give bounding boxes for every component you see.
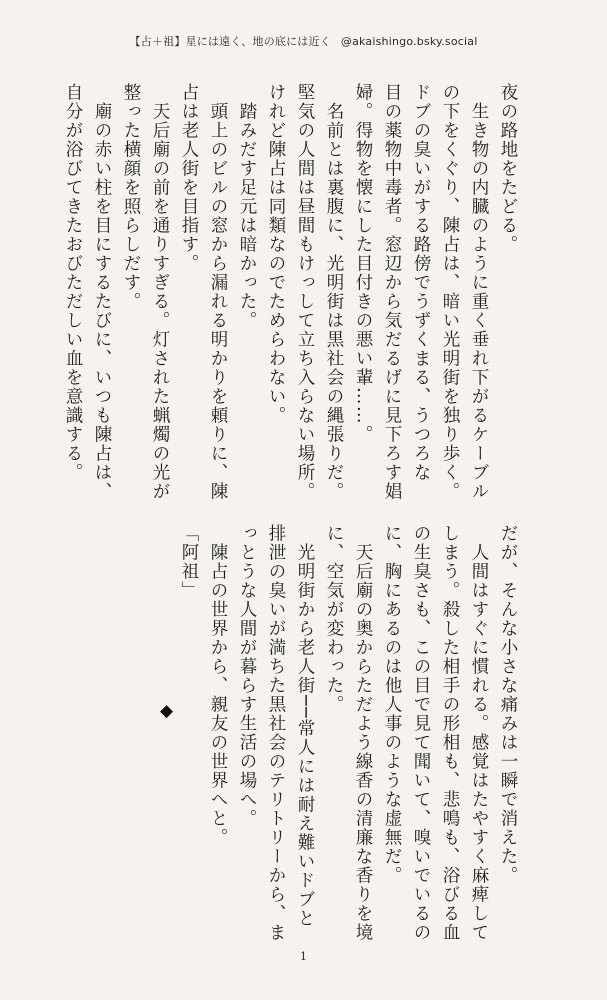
text-line: しまう。殺した相手の形相も、悲鳴も、浴びる血 — [440, 524, 460, 942]
text-line: 天后廟の奥からただよう線香の清廉な香りを境 — [353, 524, 373, 942]
text-line: 占は老人街を目指す。 — [179, 83, 199, 273]
book-title: 【占＋祖】星には遠く、地の底には近く — [129, 35, 331, 48]
page-header — [0, 33, 607, 49]
text-line: 夜の路地をたどる。 — [498, 83, 518, 254]
text-line: 人間はすぐに慣れる。感覚はたやすく麻痺して — [469, 524, 489, 942]
text-line: 頭上のビルの窓から漏れる明かりを頼りに、陳 — [208, 83, 228, 501]
text-line: 陳占の世界から、親友の世界へと。 — [208, 524, 228, 847]
text-block-bottom — [174, 524, 522, 942]
page-number: 1 — [300, 950, 307, 963]
text-line: の下をくぐり、陳占は、暗い光明街を独り歩く。 — [440, 83, 460, 501]
text-line: 堅気の人間は昼間もけっして立ち入らない場所。 — [295, 83, 315, 501]
text-line: に、空気が変わった。 — [324, 524, 344, 714]
text-line: に、胸にあるのは他人事のような虚無だ。 — [382, 524, 402, 885]
text-line: 排泄の臭いが満ちた黒社会のテリトリーから、ま — [266, 524, 286, 942]
text-line: 廟の赤い柱を目にするたびに、いつも陳占は、 — [92, 83, 112, 501]
text-line: 天后廟の前を通りすぎる。灯された蝋燭の光が — [150, 83, 170, 501]
text-line: だが、そんな小さな痛みは一瞬で消えた。 — [498, 524, 518, 885]
text-line: 光明街から老人街──常人には耐え難いドブと — [295, 524, 315, 929]
text-line: 生き物の内臓のように重く垂れ下がるケーブル — [469, 83, 489, 501]
dialogue-line: 「阿祖」 — [179, 524, 199, 600]
text-line: 整った横顔を照らしだす。 — [121, 83, 141, 311]
text-line: 名前とは裏腹に、光明街は黒社会の縄張りだ。 — [324, 83, 344, 501]
text-line: ドブの臭いがする路傍でうずくまる、うつろな — [411, 83, 431, 482]
text-line: っとうな人間が暮らす生活の場へ。 — [237, 524, 257, 828]
text-line: けれど陳占は同類なのでためらわない。 — [266, 83, 286, 425]
text-line: 踏みだす足元は暗かった。 — [237, 83, 257, 330]
text-line: の生臭さも、この目で見て聞いて、嗅いでいるの — [411, 524, 431, 942]
section-break-diamond: ◆ — [160, 701, 174, 721]
text-line: 婦。得物を懐にした目付きの悪い輩……。 — [353, 83, 373, 444]
author-handle: @akaishingo.bsky.social — [340, 35, 478, 48]
text-block-top — [58, 83, 522, 501]
text-line: 目の薬物中毒者。窓辺から気だるげに見下ろす娼 — [382, 83, 402, 501]
text-line: 自分が浴びてきたおびただしい血を意識する。 — [63, 83, 83, 482]
